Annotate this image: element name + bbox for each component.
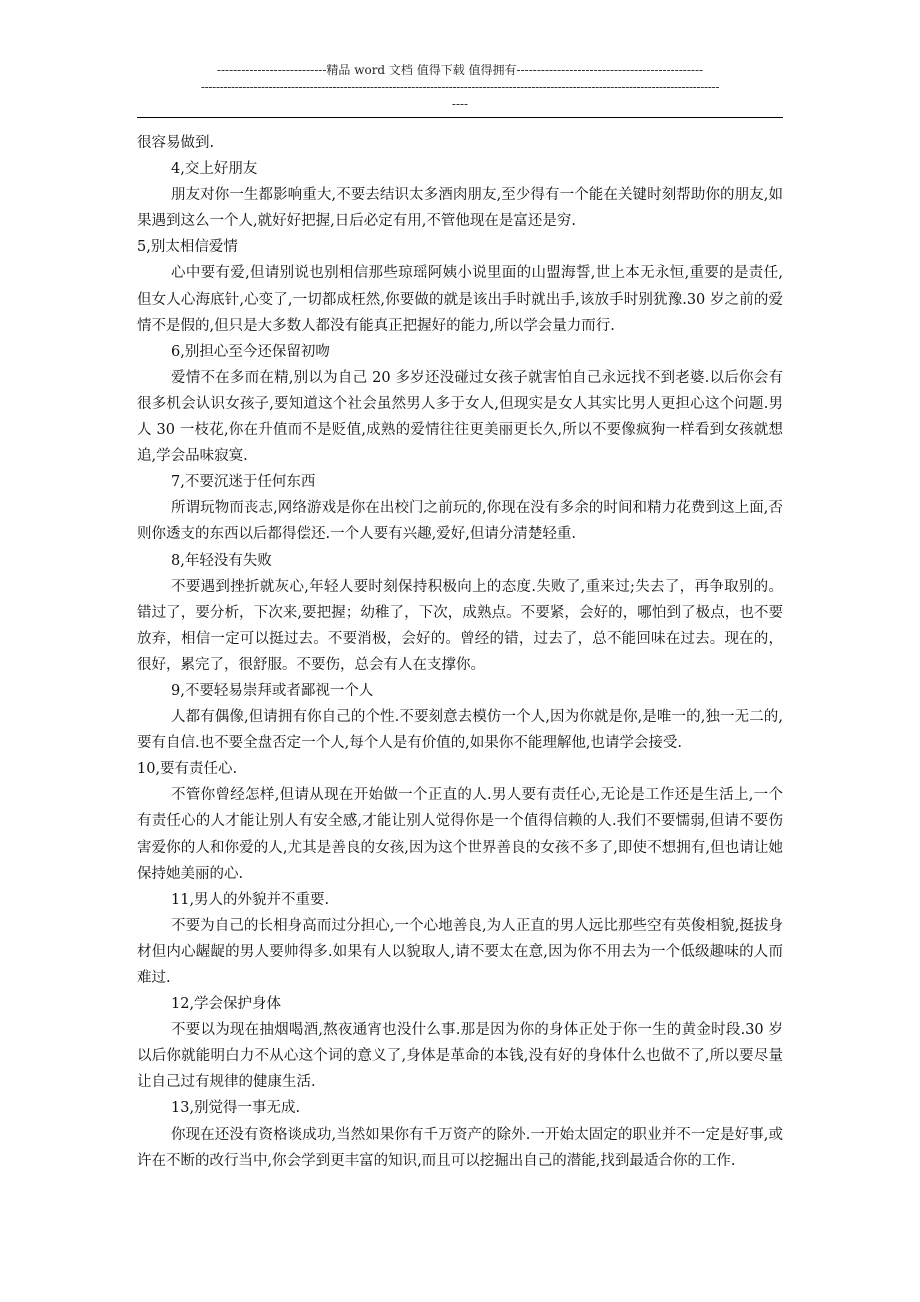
section-heading: 7,不要沉迷于任何东西 — [171, 474, 316, 491]
section-heading: 6,别担心至今还保留初吻 — [171, 343, 330, 360]
section-heading: 4,交上好朋友 — [171, 161, 258, 178]
paragraph: 爱情不在多而在精,别以为自己 20 多岁还没碰过女孩子就害怕自己永远找不到老婆.以后你会有很多机会认识女孩子,要知道这个社会虽然男人多于女人,但现实是女人其实比男人更担心这个问题.男人 30 一枝花,你在升值而不是贬值,成熟的爱情往往更美丽更长久,所以不要像疯狗一样看到女孩就想追,学会品味寂寞. — [137, 369, 783, 465]
paragraph: 很容易做到. — [137, 135, 215, 151]
section-heading: 13,别觉得一事无成. — [171, 1100, 301, 1117]
header-dash-line: ------------------------------------------------------------------------------------------------------------------------------------------ — [200, 80, 720, 94]
section-heading: 10,要有责任心. — [137, 761, 238, 778]
header-banner: ---------------------------精品 word 文档 值得下载 值得拥有---------------------------------------------- — [216, 63, 704, 77]
paragraph: 你现在还没有资格谈成功,当然如果你有千万资产的除外.一开始太固定的职业并不一定是好事,或许在不断的改行当中,你会学到更丰富的知识,而且可以挖掘出自己的潜能,找到最适合你的工作. — [137, 1126, 783, 1169]
page-header — [137, 62, 783, 113]
section-heading: 11,男人的外貌并不重要. — [171, 891, 330, 908]
paragraph: 不管你曾经怎样,但请从现在开始做一个正直的人.男人要有责任心,无论是工作还是生活上,一个有责任心的人才能让别人有安全感,才能让别人觉得你是一个值得信赖的人.我们不要懦弱,但请不要伤害爱你的人和你爱的人,尤其是善良的女孩,因为这个世界善良的女孩不多了,即使不想拥有,但也请让她保持她美丽的心. — [137, 787, 783, 882]
paragraph: 朋友对你一生都影响重大,不要去结识太多酒肉朋友,至少得有一个能在关键时刻帮助你的朋友,如果遇到这么一个人,就好好把握,日后必定有用,不管他现在是富还是穷. — [137, 187, 783, 230]
paragraph: 人都有偶像,但请拥有你自己的个性.不要刻意去模仿一个人,因为你就是你,是唯一的,独一无二的,要有自信.也不要全盘否定一个人,每个人是有价值的,如果你不能理解他,也请学会接受. — [137, 709, 783, 752]
paragraph: 不要为自己的长相身高而过分担心,一个心地善良,为人正直的男人远比那些空有英俊相貌,挺拔身材但内心龌龊的男人要帅得多.如果有人以貌取人,请不要太在意,因为你不用去为一个低级趣味的人而难过. — [137, 917, 783, 986]
section-heading: 9,不要轻易崇拜或者鄙视一个人 — [171, 682, 374, 699]
paragraph: 不要以为现在抽烟喝酒,熬夜通宵也没什么事.那是因为你的身体正处于你一生的黄金时段.30 岁以后你就能明白力不从心这个词的意义了,身体是革命的本钱,没有好的身体什么也做不了,所以要尽量让自己过有规律的健康生活. — [137, 1022, 783, 1091]
section-heading: 8,年轻没有失败 — [171, 552, 272, 569]
section-heading: 5,别太相信爱情 — [137, 239, 238, 256]
header-divider — [137, 117, 783, 118]
header-dash-tail: ---- — [451, 97, 469, 111]
paragraph: 不要遇到挫折就灰心,年轻人要时刻保持积极向上的态度.失败了,重来过;失去了，再争取别的。错过了，要分析，下次来,要把握；幼稚了，下次，成熟点。不要紧，会好的，哪怕到了极点，也不要放弃，相信一定可以挺过去。不要消极，会好的。曾经的错，过去了，总不能回味在过去。现在的，很好，累完了，很舒服。不要伤，总会有人在支撑你。 — [137, 578, 783, 673]
paragraph: 心中要有爱,但请别说也别相信那些琼瑶阿姨小说里面的山盟海誓,世上本无永恒,重要的是责任,但女人心海底针,心变了,一切都成枉然,你要做的就是该出手时就出手,该放手时别犹豫.30 岁之前的爱情不是假的,但只是大多数人都没有能真正把握好的能力,所以学会量力而行. — [137, 265, 783, 334]
paragraph: 所谓玩物而丧志,网络游戏是你在出校门之前玩的,你现在没有多余的时间和精力花费到这上面,否则你透支的东西以后都得偿还.一个人要有兴趣,爱好,但请分清楚轻重. — [137, 500, 783, 543]
section-heading: 12,学会保护身体 — [171, 996, 282, 1013]
document-body — [137, 130, 783, 1174]
